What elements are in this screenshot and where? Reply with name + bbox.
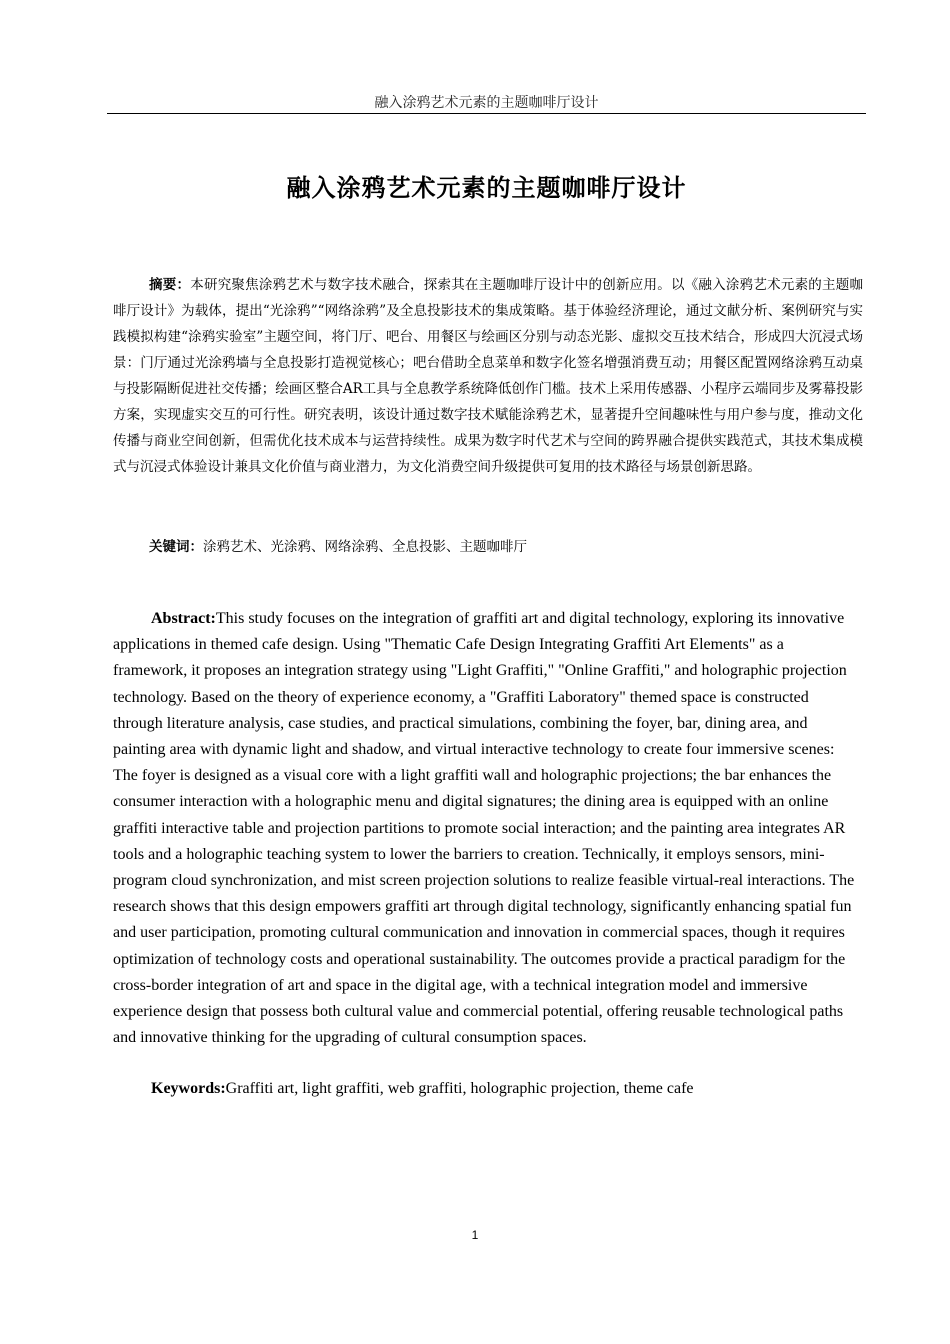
abstract-en-label: Abstract: — [151, 610, 216, 627]
keywords-en — [113, 1076, 858, 1102]
page-number: 1 — [471, 1228, 479, 1242]
abstract-en — [113, 606, 858, 1051]
abstract-cn-label: 摘要： — [149, 277, 191, 293]
abstract-en-text: This study focuses on the integration of graffiti art and digital technology, exploring its innovative applications in themed cafe design. Using "Thematic Cafe Design Integrating Graffiti Art Elements" as a framework, it proposes an integration strategy using "Light Graffiti," "Online Graffiti," and holographic projection technology. Based on the theory of experience economy, a "Graffiti Laboratory" themed space is constructed through literature analysis, case studies, and practical simulations, combining the foyer, bar, dining area, and painting area with dynamic light and shadow, and virtual interactive technology to create four immersive scenes: The foyer is designed as a visual core with a light graffiti wall and holographic projections; the bar enhances the consumer interaction with a holographic menu and digital signatures; the dining area is equipped with an online graffiti interactive table and projection partitions to promote social interaction; and the painting area integrates AR tools and a holographic teaching system to lower the barriers to creation. Technically, it employs sensors, mini-program cloud synchronization, and mist screen projection solutions to realize feasible virtual-real interactions. The research shows that this design empowers graffiti art through digital technology, significantly enhancing spatial fun and user participation, promoting cultural communication and innovation in commercial spaces, though it requires optimization of technology costs and operational sustainability. The outcomes provide a practical paradigm for the cross-border integration of art and space in the digital age, with a technical integration model and immersive experience design that possess both cultural value and commercial potential, offering reusable technological paths and innovative thinking for the upgrading of cultural consumption spaces. — [113, 610, 855, 1047]
keywords-cn-label: 关键词： — [149, 539, 203, 555]
running-header: 融入涂鸦艺术元素的主题咖啡厅设计 — [374, 95, 599, 111]
paper-title: 融入涂鸦艺术元素的主题咖啡厅设计 — [286, 174, 687, 202]
abstract-cn — [113, 272, 863, 480]
abstract-cn-text: 本研究聚焦涂鸦艺术与数字技术融合，探索其在主题咖啡厅设计中的创新应用。以《融入涂鸦艺术元素的主题咖啡厅设计》为载体，提出“光涂鸦”“网络涂鸦”及全息投影技术的集成策略。基于体验经济理论，通过文献分析、案例研究与实践模拟构建“涂鸦实验室”主题空间，将门厅、吧台、用餐区与绘画区分别与动态光影、虚拟交互技术结合，形成四大沉浸式场景：门厅通过光涂鸦墙与全息投影打造视觉核心；吧台借助全息菜单和数字化签名增强消费互动；用餐区配置网络涂鸦互动桌与投影隔断促进社交传播；绘画区整合AR工具与全息教学系统降低创作门槛。技术上采用传感器、小程序云端同步及雾幕投影方案，实现虚实交互的可行性。研究表明，该设计通过数字技术赋能涂鸦艺术，显著提升空间趣味性与用户参与度，推动文化传播与商业空间创新，但需优化技术成本与运营持续性。成果为数字时代艺术与空间的跨界融合提供实践范式，其技术集成模式与沉浸式体验设计兼具文化价值与商业潜力，为文化消费空间升级提供可复用的技术路径与场景创新思路。 — [113, 277, 864, 475]
keywords-en-text: Graffiti art, light graffiti, web graffiti, holographic projection, theme cafe — [225, 1080, 694, 1097]
keywords-cn-text: 涂鸦艺术、光涂鸦、网络涂鸦、全息投影、主题咖啡厅 — [203, 539, 527, 555]
keywords-cn — [113, 534, 863, 560]
header-divider — [107, 113, 866, 114]
keywords-en-label: Keywords: — [151, 1080, 226, 1097]
